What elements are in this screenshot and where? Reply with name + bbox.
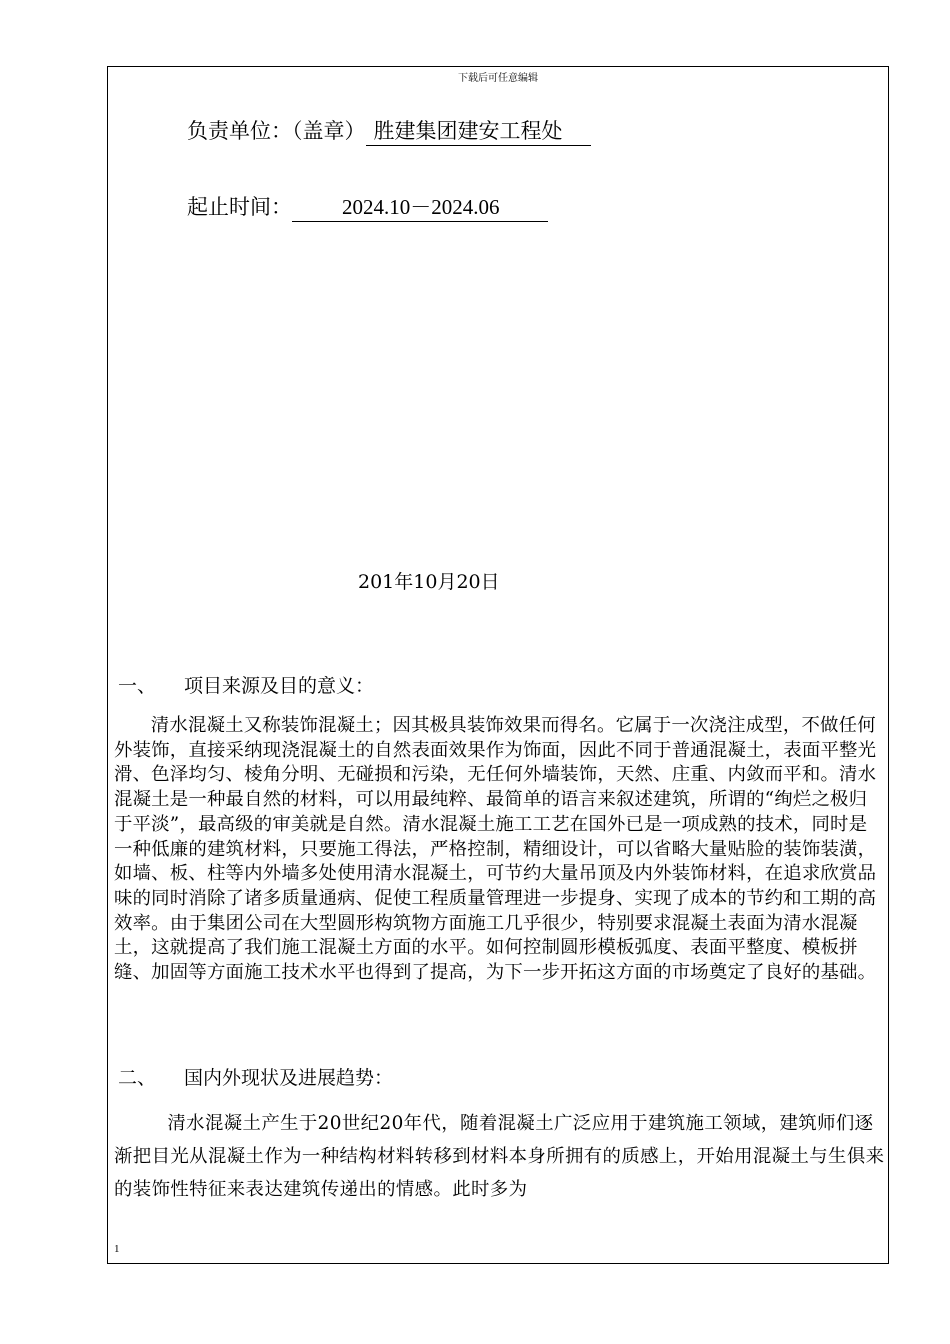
section-2-number: 二、 — [118, 1067, 157, 1089]
section-1-number: 一、 — [118, 675, 157, 697]
period-line — [187, 191, 548, 222]
unit-label: 负责单位：（盖章） — [187, 119, 366, 143]
section-2-title: 国内外现状及进展趋势： — [184, 1067, 394, 1089]
section-1-title: 项目来源及目的意义： — [184, 675, 375, 697]
unit-value: 胜建集团建安工程处 — [366, 115, 591, 146]
section-1-heading — [118, 671, 374, 698]
section-2-heading — [118, 1063, 393, 1090]
unit-line — [187, 115, 591, 146]
page-number: 1 — [114, 1243, 120, 1255]
period-label: 起止时间： — [187, 195, 292, 219]
section-1-body: 清水混凝土又称装饰混凝土；因其极具装饰效果而得名。它属于一次浇注成型，不做任何外装饰，直接采纳现浇混凝土的自然表面效果作为饰面，因此不同于普通混凝土，表面平整光滑、色泽均匀、棱角分明、无碰损和污染，无任何外墙装饰，天然、庄重、内敛而平和。清水混凝土是一种最自然的材料，可以用最纯粹、最简单的语言来叙述建筑，所谓的“绚烂之极归于平淡”，最高级的审美就是自然。清水混凝土施工工艺在国外已是一项成熟的技术，同时是一种低廉的建筑材料，只要施工得法，严格控制，精细设计，可以省略大量贴脸的装饰装潢，如墙、板、柱等内外墙多处使用清水混凝土，可节约大量吊顶及内外装饰材料，在追求欣赏品味的同时消除了诸多质量通病、促使工程质量管理进一步提身、实现了成本的节约和工期的高效率。由于集团公司在大型圆形构筑物方面施工几乎很少，特别要求混凝土表面为清水混凝土，这就提高了我们施工混凝土方面的水平。如何控制圆形模板弧度、表面平整度、模板拼缝、加固等方面施工技术水平也得到了提高，为下一步开拓这方面的市场奠定了良好的基础。 — [114, 715, 877, 984]
section-2-body: 清水混凝土产生于20世纪20年代，随着混凝土广泛应用于建筑施工领域，建筑师们逐渐把目光从混凝土作为一种结构材料转移到材料本身所拥有的质感上，开始用混凝土与生俱来的装饰性特征来表达建筑传递出的情感。此时多为 — [114, 1113, 885, 1200]
document-frame — [107, 66, 889, 1264]
document-date: 201年10月20日 — [358, 571, 500, 593]
period-value: 2024.10－2024.06 — [292, 191, 548, 222]
header-note: 下载后可任意编辑 — [458, 73, 538, 84]
